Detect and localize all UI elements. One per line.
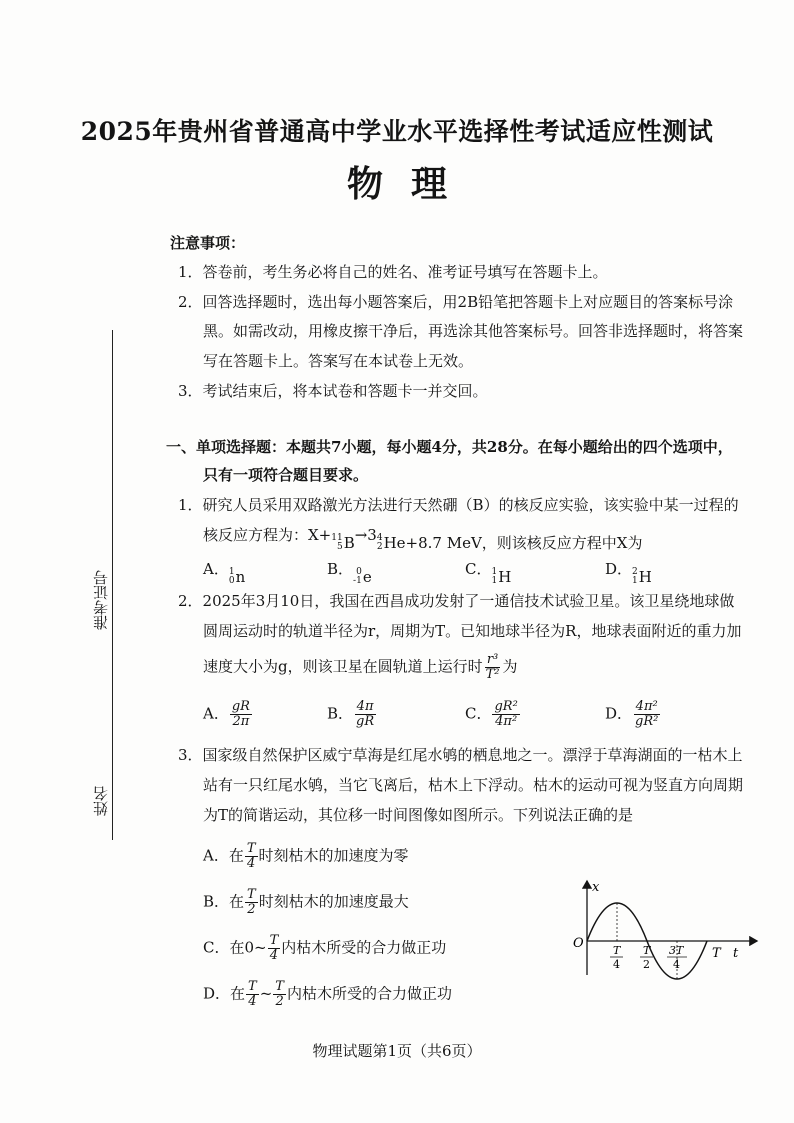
- frac-den: 4: [269, 948, 279, 963]
- option-post: 时刻枯木的加速度最大: [258, 892, 409, 911]
- frac-num: T: [269, 933, 279, 948]
- section-heading: 一、单项选择题：本题共7小题，每小题4分，共28分。在每小题给出的四个选项中，: [166, 438, 733, 456]
- origin-label: O: [573, 936, 584, 951]
- frac-den: 4π²: [495, 714, 518, 729]
- frac-den: gR²: [635, 714, 659, 729]
- q1-option-b[interactable]: [327, 558, 372, 588]
- option-post: 内枯木所受的合力做正功: [281, 938, 447, 957]
- option-z: -1: [353, 576, 362, 586]
- q3-option-d[interactable]: [203, 980, 452, 1009]
- option-symbol: n: [235, 568, 246, 586]
- q2-option-a[interactable]: [203, 700, 253, 729]
- name-label: 姓名: [92, 786, 110, 816]
- frac-den: 2π: [232, 714, 250, 729]
- q2-option-b[interactable]: [327, 700, 377, 729]
- option-label: A．: [203, 704, 229, 723]
- option-post: 时刻枯木的加速度为零: [258, 846, 409, 865]
- exam-id-label: 准考证号: [92, 570, 110, 630]
- q3-option-a[interactable]: [203, 842, 409, 871]
- option-pre: 在0~: [229, 938, 267, 957]
- he-mass: 4: [376, 533, 383, 543]
- option-pre: 在: [228, 846, 244, 865]
- frac-den: 2: [275, 994, 284, 1009]
- option-mid: ~: [259, 984, 273, 1003]
- he-z: 2: [376, 542, 383, 552]
- option-label: D．: [203, 984, 231, 1003]
- frac-num: 4π: [356, 699, 374, 714]
- q2-option-d[interactable]: [605, 700, 661, 729]
- notice-item-1: 1．答卷前，考生务必将自己的姓名、准考证号填写在答题卡上。: [178, 263, 608, 281]
- tick-den: 2: [643, 958, 650, 971]
- boron-z: 5: [336, 542, 343, 552]
- q2-stem-line2: 圆周运动时的轨道半径为r，周期为T。已知地球半径为R，地球表面附近的重力加: [203, 622, 742, 640]
- q1-equation-prefix: 核反应方程为：X+: [203, 526, 332, 544]
- option-label: B．: [203, 892, 230, 911]
- frac-num: 4π²: [635, 699, 658, 714]
- frac-num: gR: [231, 699, 250, 714]
- option-label: C．: [465, 704, 492, 723]
- option-label: A．: [203, 846, 229, 865]
- q1-stem-line1: 1．研究人员采用双路激光方法进行天然硼（B）的核反应实验，该实验中某一过程的: [178, 496, 739, 514]
- q3-stem-line3: 为T的简谐运动，其位移一时间图像如图所示。下列说法正确的是: [203, 806, 634, 824]
- frac-num: T: [248, 979, 257, 994]
- y-axis-label: x: [592, 880, 600, 895]
- option-z: 1: [632, 576, 638, 586]
- frac-num: r³: [486, 652, 499, 667]
- notice-item-2: 2．回答选择题时，选出每小题答案后，用2B铅笔把答题卡上对应题目的答案标号涂: [178, 293, 734, 311]
- option-symbol: H: [638, 568, 652, 586]
- notice-item-2-cont2: 写在答题卡上。答案写在本试卷上无效。: [203, 352, 474, 370]
- q1-arrow: →3: [354, 526, 377, 544]
- section-heading-cont: 只有一项符合题目要求。: [203, 466, 369, 484]
- boron-mass: 11: [331, 533, 343, 543]
- option-label: C．: [203, 938, 230, 957]
- option-mass: 2: [632, 567, 638, 577]
- option-symbol: H: [498, 568, 512, 586]
- subject-title: 物理: [346, 163, 475, 205]
- frac-num: gR²: [494, 699, 518, 714]
- option-pre: 在: [230, 984, 246, 1003]
- option-mass: 1: [491, 567, 498, 577]
- option-symbol: e: [362, 568, 372, 586]
- tick-num: 3T: [669, 944, 684, 957]
- he-rest: He+8.7 MeV，则该核反应方程中X为: [383, 534, 643, 552]
- option-label: B．: [327, 560, 354, 578]
- q2-line3-suffix: 为: [502, 657, 518, 676]
- option-label: C．: [465, 560, 492, 578]
- option-z: 0: [228, 576, 235, 586]
- tick-3t4: [667, 944, 687, 971]
- option-label: D．: [605, 704, 633, 723]
- option-mass: 1: [228, 567, 235, 577]
- page-footer: 物理试题第1页（共6页）: [312, 1042, 482, 1060]
- tick-den: 4: [613, 958, 620, 971]
- frac-den: 4: [247, 856, 256, 871]
- q2-option-c[interactable]: [465, 700, 521, 729]
- tick-den: 4: [673, 958, 680, 971]
- notice-heading: 注意事项：: [170, 234, 246, 252]
- q3-option-c[interactable]: [203, 934, 446, 963]
- q3-option-b[interactable]: [203, 888, 409, 917]
- q2-stem-line1: 2．2025年3月10日，我国在西昌成功发射了一通信技术试验卫星。该卫星绕地球做: [178, 592, 735, 610]
- binding-line: [112, 330, 113, 840]
- q2-line3-prefix: 速度大小为g，则该卫星在圆轨道上运行时: [203, 657, 483, 676]
- frac-num: T: [246, 841, 256, 856]
- option-z: 1: [491, 576, 498, 586]
- frac-den: 2: [247, 902, 256, 917]
- helium-nuclide: [377, 532, 643, 554]
- option-mass: 0: [356, 567, 362, 577]
- option-pre: 在: [229, 892, 245, 911]
- q2-stem-line3: [203, 653, 518, 682]
- q1-stem-line2: [203, 524, 643, 554]
- tick-t2: [640, 944, 653, 971]
- q3-stem-line2: 站有一只红尾水鸲，当它飞离后，枯木上下浮动。枯木的运动可视为竖直方向周期: [203, 776, 744, 794]
- boron-symbol: B: [343, 534, 355, 552]
- q1-option-c[interactable]: [465, 558, 511, 588]
- notice-item-3: 3．考试结束后，将本试卷和答题卡一并交回。: [178, 382, 488, 400]
- period-label: T: [712, 946, 721, 961]
- frac-den: gR: [356, 714, 375, 729]
- tick-t4: [610, 944, 623, 971]
- q2-fraction: [484, 653, 502, 682]
- displacement-time-graph: [565, 875, 765, 985]
- notice-item-2-cont: 黑。如需改动，用橡皮擦干净后，再选涂其他答案标号。回答非选择题时，将答案: [203, 322, 744, 340]
- boron-nuclide: [331, 532, 354, 554]
- tick-num: T: [613, 944, 621, 957]
- q3-stem-line1: 3．国家级自然保护区威宁草海是红尾水鸲的栖息地之一。漂浮于草海湖面的一枯木上: [178, 746, 743, 764]
- option-label: D．: [605, 560, 633, 578]
- frac-num: T: [247, 887, 256, 902]
- frac-den: T²: [485, 667, 500, 682]
- x-axis-label: t: [733, 946, 739, 961]
- option-label: A．: [203, 560, 229, 578]
- q1-option-a[interactable]: [203, 558, 245, 588]
- option-post: 内枯木所受的合力做正功: [286, 984, 452, 1003]
- option-label: B．: [327, 704, 354, 723]
- exam-title: 2025年贵州省普通高中学业水平选择性考试适应性测试: [80, 117, 714, 146]
- q1-option-d[interactable]: [605, 558, 652, 588]
- frac-den: 4: [248, 994, 257, 1009]
- tick-num: T: [643, 944, 651, 957]
- frac-num: T: [275, 979, 284, 994]
